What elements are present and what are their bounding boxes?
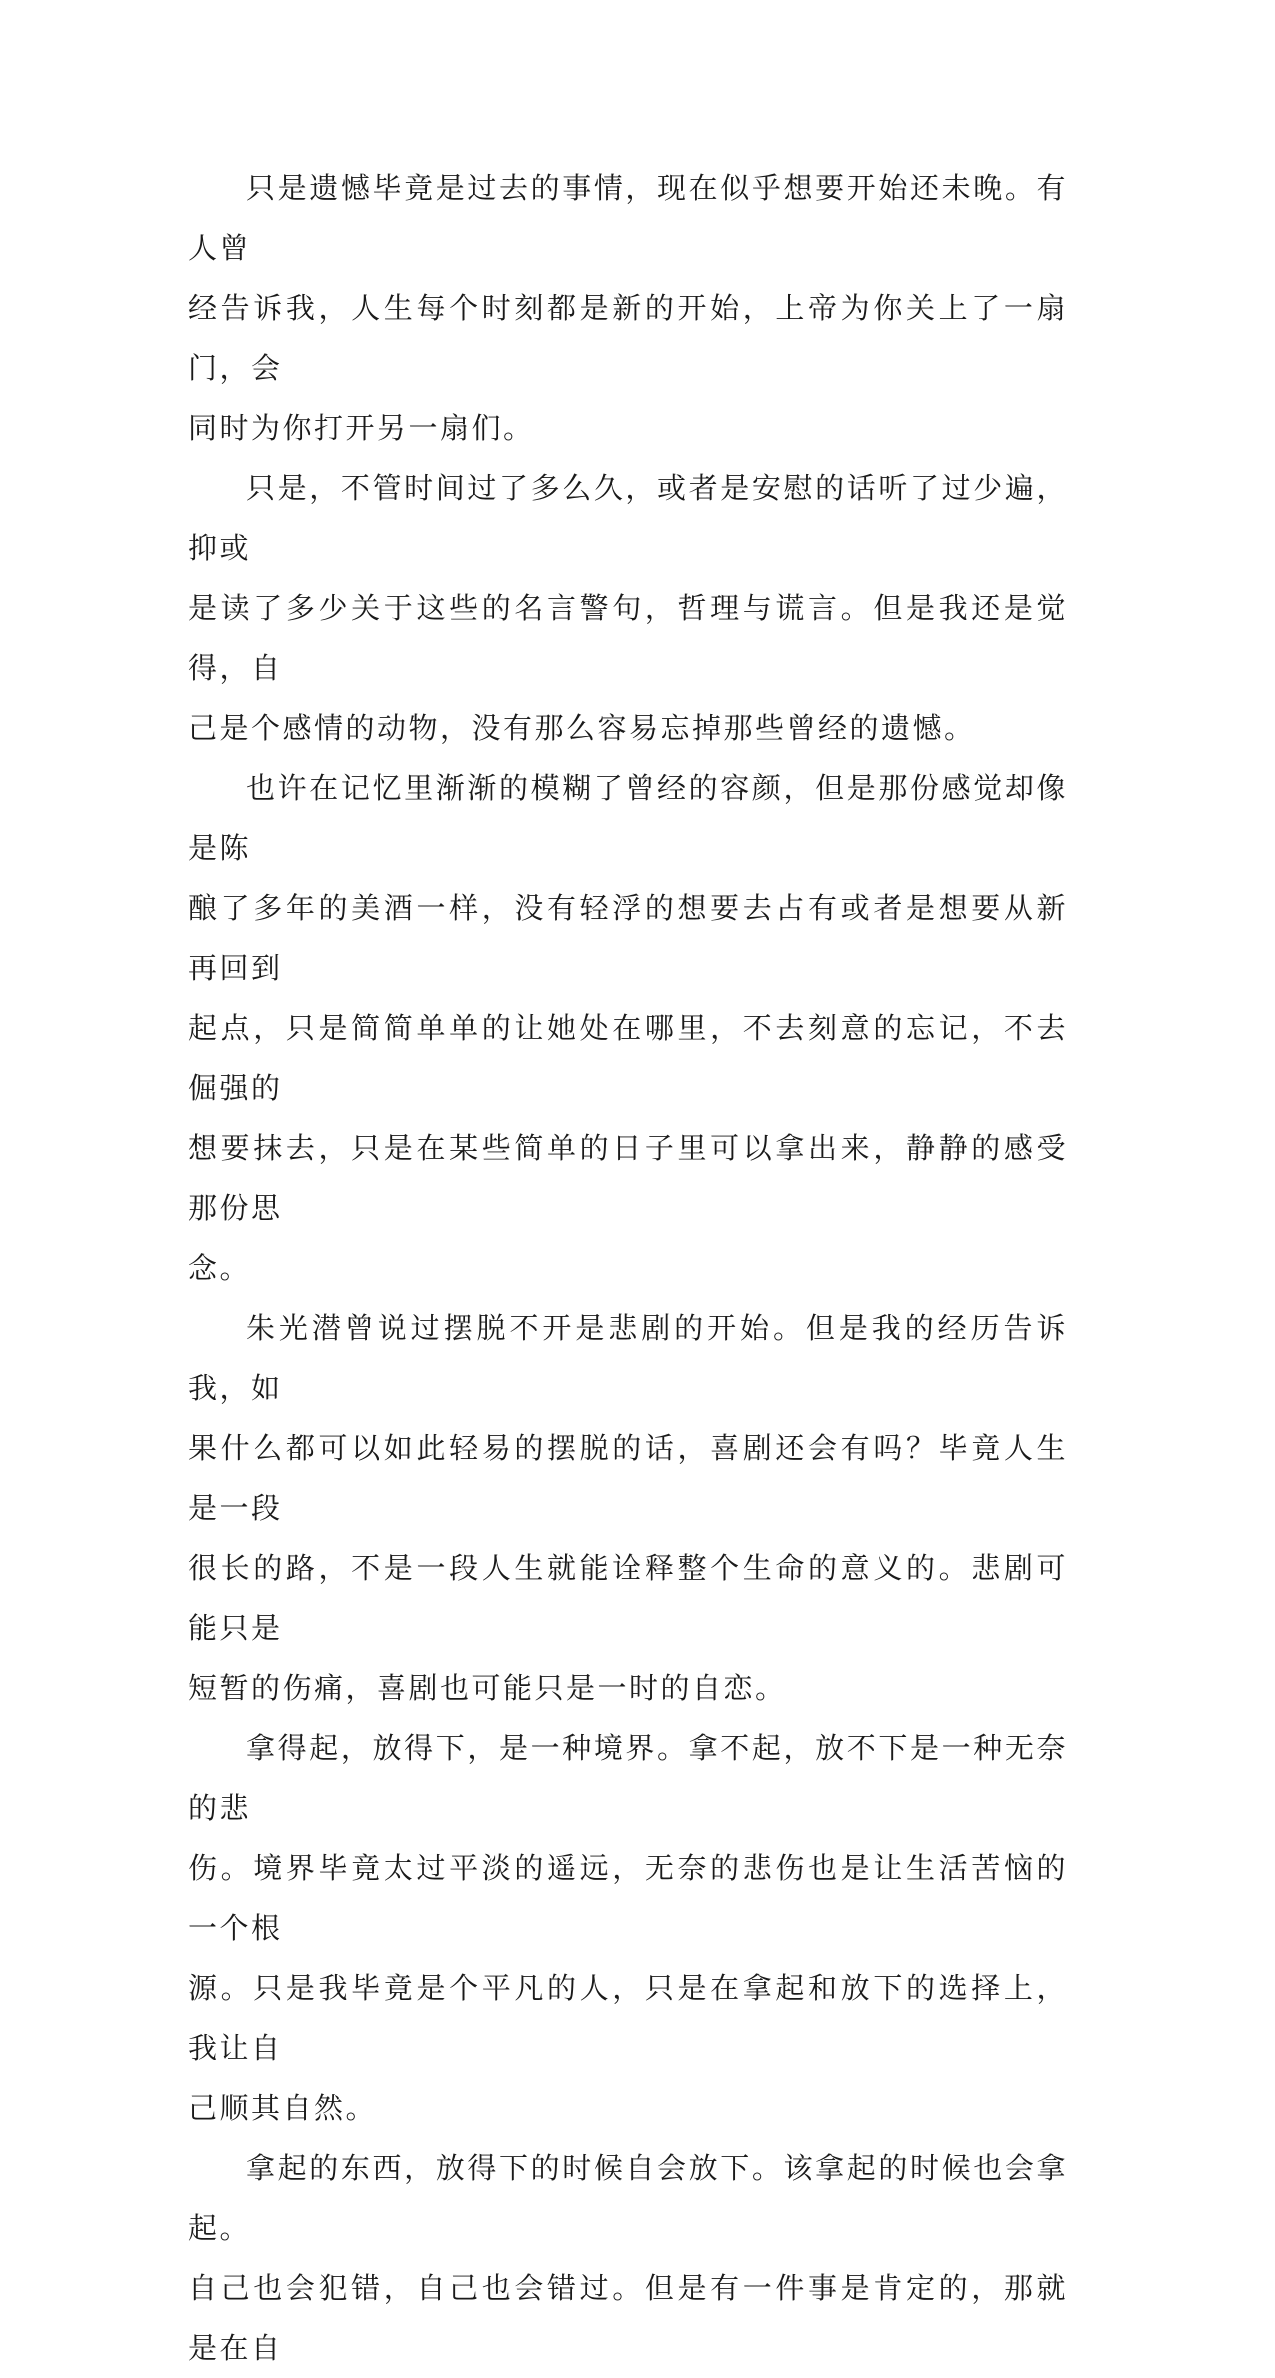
paragraph-2: 只是，不管时间过了多么久，或者是安慰的话听了过少遍，抑或 是读了多少关于这些的名言警句，哲理与谎言。但是我还是觉得，自 己是个感情的动物，没有那么容易忘掉那些曾经的遗憾。	[188, 471, 1068, 745]
paragraph-5: 拿得起，放得下，是一种境界。拿不起，放不下是一种无奈的悲 伤。境界毕竟太过平淡的遥远，无奈的悲伤也是让生活苦恼的一个根 源。只是我毕竟是个平凡的人，只是在拿起和放下的选择上，我让自 己顺其自然。	[188, 1731, 1068, 2125]
paragraph-4: 朱光潜曾说过摆脱不开是悲剧的开始。但是我的经历告诉我，如 果什么都可以如此轻易的摆脱的话，喜剧还会有吗？毕竟人生是一段 很长的路，不是一段人生就能诠释整个生命的意义的。悲剧可能只是 短暂的伤痛，喜剧也可能只是一时的自恋。	[188, 1311, 1068, 1705]
paragraph-3: 也许在记忆里渐渐的模糊了曾经的容颜，但是那份感觉却像是陈 酿了多年的美酒一样，没有轻浮的想要去占有或者是想要从新再回到 起点，只是简简单单的让她处在哪里，不去刻意的忘记，不去倔强的 想要抹去，只是在某些简单的日子里可以拿出来，静静的感受那份思 念。	[188, 771, 1068, 1285]
paragraph-6: 拿起的东西，放得下的时候自会放下。该拿起的时候也会拿起。 自己也会犯错，自己也会错过。但是有一件事是肯定的，那就是在自	[188, 2151, 1068, 2365]
paragraph-1: 只是遗憾毕竟是过去的事情，现在似乎想要开始还未晚。有人曾 经告诉我，人生每个时刻都是新的开始，上帝为你关上了一扇门，会 同时为你打开另一扇们。	[188, 171, 1068, 445]
document-body	[188, 158, 1068, 2378]
